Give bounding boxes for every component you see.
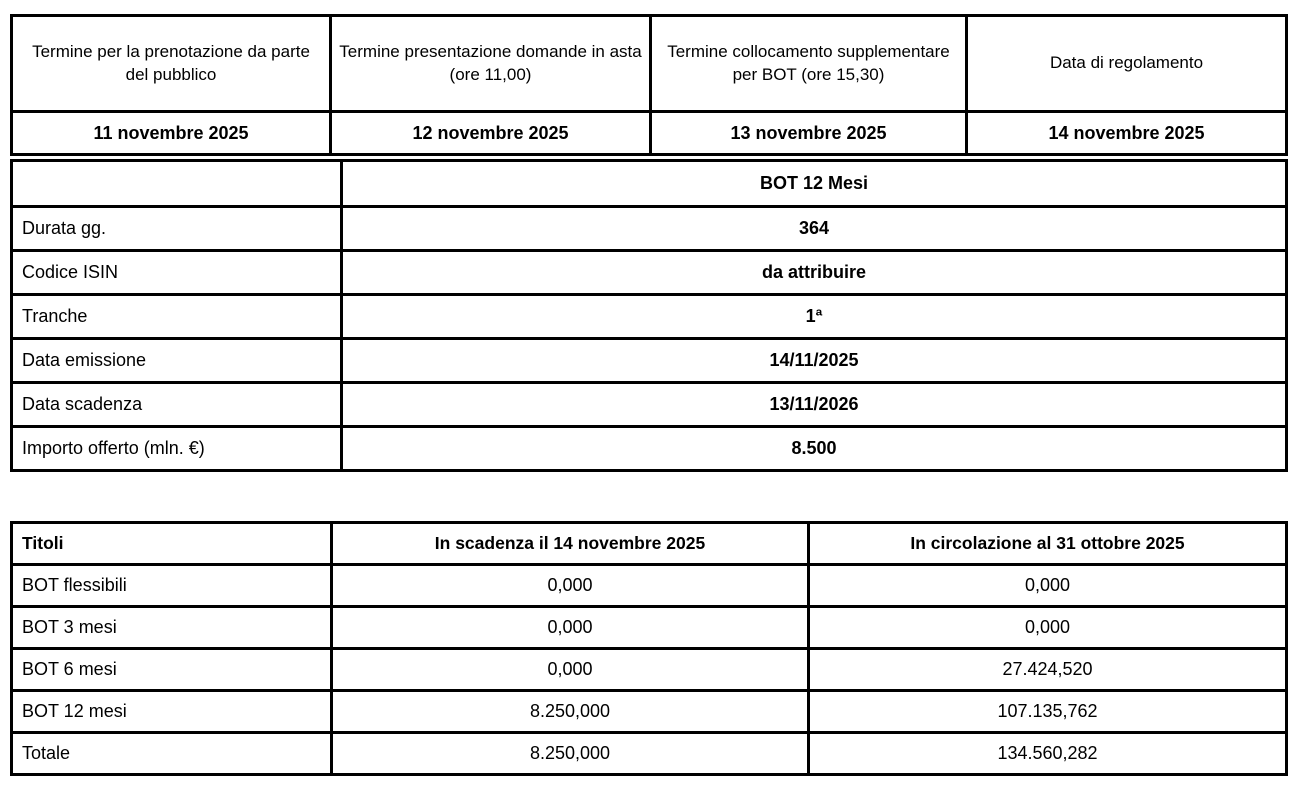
bot-label-emissione: Data emissione	[12, 339, 342, 383]
bot-value-tranche: 1ª	[342, 295, 1287, 339]
schedule-header-prenotazione: Termine per la prenotazione da parte del pubblico	[12, 16, 331, 112]
bot-value-durata: 364	[342, 207, 1287, 251]
table-row	[12, 607, 1287, 649]
table-row	[12, 339, 1287, 383]
schedule-dates-row	[12, 112, 1287, 155]
titoli-label-flessibili: BOT flessibili	[12, 565, 332, 607]
schedule-table	[10, 14, 1288, 156]
titoli-circolazione-flessibili: 0,000	[809, 565, 1287, 607]
bot-label-scadenza: Data scadenza	[12, 383, 342, 427]
bot-value-scadenza: 13/11/2026	[342, 383, 1287, 427]
bot-value-importo: 8.500	[342, 427, 1287, 471]
titoli-label-bot12: BOT 12 mesi	[12, 691, 332, 733]
table-row	[12, 383, 1287, 427]
titoli-circolazione-bot12: 107.135,762	[809, 691, 1287, 733]
table-row	[12, 207, 1287, 251]
bot-value-emissione: 14/11/2025	[342, 339, 1287, 383]
bot-label-isin: Codice ISIN	[12, 251, 342, 295]
bot-label-durata: Durata gg.	[12, 207, 342, 251]
bot-empty-cell	[12, 161, 342, 207]
titoli-scadenza-totale: 8.250,000	[332, 733, 809, 775]
bot-title-cell: BOT 12 Mesi	[342, 161, 1287, 207]
titoli-header-circolazione: In circolazione al 31 ottobre 2025	[809, 523, 1287, 565]
titoli-circolazione-totale: 134.560,282	[809, 733, 1287, 775]
table-row	[12, 733, 1287, 775]
titoli-label-bot6: BOT 6 mesi	[12, 649, 332, 691]
titoli-label-totale: Totale	[12, 733, 332, 775]
titoli-scadenza-bot3: 0,000	[332, 607, 809, 649]
schedule-date-prenotazione: 11 novembre 2025	[12, 112, 331, 155]
bot-label-importo: Importo offerto (mln. €)	[12, 427, 342, 471]
schedule-header-row	[12, 16, 1287, 112]
titoli-circolazione-bot3: 0,000	[809, 607, 1287, 649]
titoli-header-row	[12, 523, 1287, 565]
bot-label-tranche: Tranche	[12, 295, 342, 339]
titoli-circolazione-bot6: 27.424,520	[809, 649, 1287, 691]
titoli-scadenza-bot12: 8.250,000	[332, 691, 809, 733]
schedule-header-presentazione: Termine presentazione domande in asta (ore 11,00)	[331, 16, 651, 112]
titoli-scadenza-bot6: 0,000	[332, 649, 809, 691]
schedule-header-collocamento: Termine collocamento supplementare per BOT (ore 15,30)	[651, 16, 967, 112]
table-row	[12, 691, 1287, 733]
table-row	[12, 649, 1287, 691]
bot-title-row	[12, 161, 1287, 207]
titoli-scadenza-flessibili: 0,000	[332, 565, 809, 607]
schedule-header-regolamento: Data di regolamento	[967, 16, 1287, 112]
table-row	[12, 295, 1287, 339]
table-row	[12, 565, 1287, 607]
schedule-date-regolamento: 14 novembre 2025	[967, 112, 1287, 155]
table-row	[12, 427, 1287, 471]
schedule-date-collocamento: 13 novembre 2025	[651, 112, 967, 155]
bot-details-table	[10, 159, 1288, 472]
titoli-header-titoli: Titoli	[12, 523, 332, 565]
titoli-header-scadenza: In scadenza il 14 novembre 2025	[332, 523, 809, 565]
schedule-date-presentazione: 12 novembre 2025	[331, 112, 651, 155]
bot-value-isin: da attribuire	[342, 251, 1287, 295]
table-row	[12, 251, 1287, 295]
titoli-label-bot3: BOT 3 mesi	[12, 607, 332, 649]
titoli-table	[10, 521, 1288, 776]
